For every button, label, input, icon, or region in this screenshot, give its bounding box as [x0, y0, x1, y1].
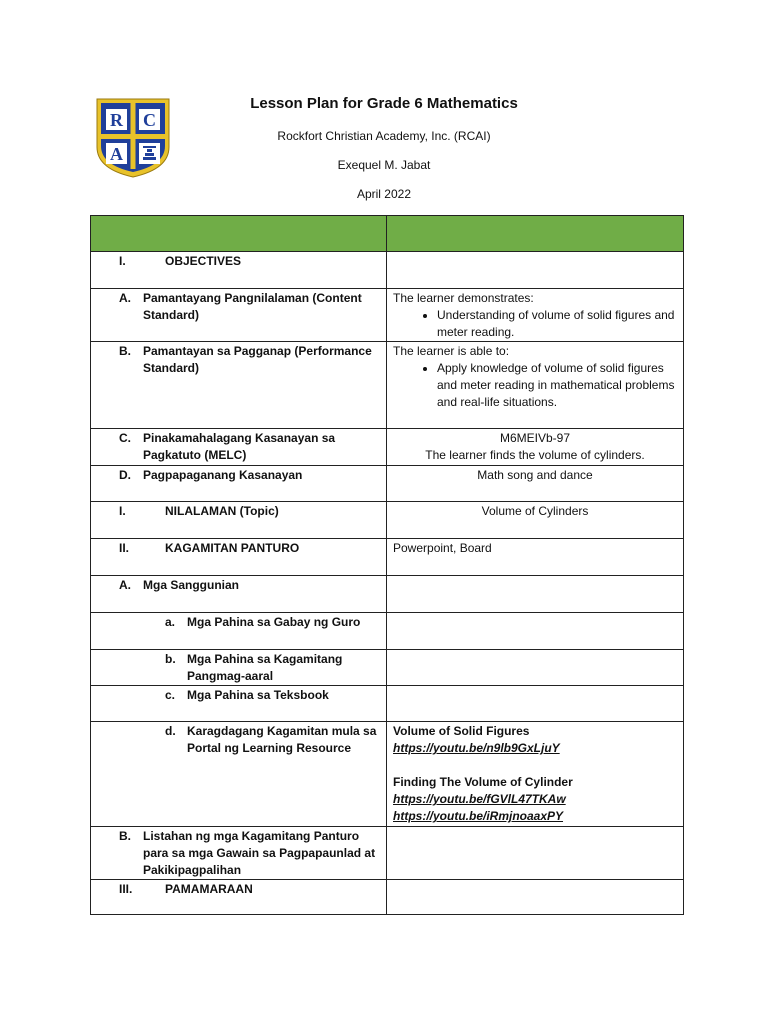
- table-row: [91, 429, 684, 466]
- row-marker: b.: [165, 652, 176, 666]
- table-row: [91, 539, 684, 576]
- logo-letter-a: A: [110, 144, 123, 164]
- cell-value: Math song and dance: [477, 468, 593, 482]
- bullet-list: [393, 307, 677, 341]
- lesson-date: April 2022: [356, 187, 412, 201]
- row-marker: a.: [165, 615, 176, 629]
- row-label: KAGAMITAN PANTURO: [165, 541, 300, 555]
- bullet-list: [393, 360, 677, 411]
- table-row: [91, 576, 684, 613]
- video-link[interactable]: https://youtu.be/iRmjnoaaxPY: [393, 809, 564, 823]
- row-label: NILALAMAN (Topic): [165, 504, 279, 518]
- row-label: Pamantayan sa Pagganap (Performance Standard): [143, 344, 372, 375]
- video-link[interactable]: https://youtu.be/n9lb9GxLjuY: [393, 741, 560, 755]
- bullet-item: • Understanding of volume of solid figures and meter reading.: [437, 307, 677, 341]
- table-row: [91, 722, 684, 827]
- logo-letter-c: C: [143, 110, 156, 130]
- lesson-plan-table: [90, 215, 684, 915]
- row-marker: II.: [119, 541, 130, 555]
- cell-intro: The learner is able to:: [393, 344, 510, 358]
- row-marker: B.: [119, 829, 131, 843]
- bullet-item: • Apply knowledge of volume of solid figures and meter reading in mathematical problems and real-life situations.: [437, 360, 677, 411]
- table-row: [91, 342, 684, 429]
- row-label: Karagdagang Kagamitan mula sa Portal ng Learning Resource: [187, 724, 377, 755]
- row-label: Pagpapaganang Kasanayan: [143, 468, 303, 482]
- table-row: [91, 827, 684, 880]
- row-marker: A.: [119, 578, 131, 592]
- table-row: [91, 289, 684, 342]
- cell-intro: The learner demonstrates:: [393, 291, 534, 305]
- row-marker: A.: [119, 291, 131, 305]
- row-marker: I.: [119, 254, 126, 268]
- header-cell-right: [387, 216, 684, 252]
- table-row: [91, 466, 684, 502]
- row-marker: III.: [119, 882, 133, 896]
- melc-text: The learner finds the volume of cylinders.: [425, 448, 645, 462]
- resource-heading: Volume of Solid Figures: [393, 724, 530, 738]
- row-marker: d.: [165, 724, 176, 738]
- row-label: Mga Pahina sa Kagamitang Pangmag-aaral: [187, 652, 343, 683]
- row-label: Listahan ng mga Kagamitang Panturo para sa mga Gawain sa Pagpapaunlad at Pakikipagpalihan: [143, 829, 376, 877]
- table-row: [91, 880, 684, 915]
- table-row: [91, 502, 684, 539]
- melc-code: M6MEIVb-97: [499, 431, 571, 445]
- row-label: Pinakamahalagang Kasanayan sa Pagkatuto (MELC): [143, 431, 336, 462]
- resource-heading: Finding The Volume of Cylinder: [393, 775, 573, 789]
- row-marker: B.: [119, 344, 131, 358]
- table-row: [91, 650, 684, 686]
- logo-letter-r: R: [110, 110, 123, 130]
- teacher-name: Exequel M. Jabat: [337, 158, 431, 172]
- table-header-row: [91, 216, 684, 252]
- row-label: Mga Pahina sa Gabay ng Guro: [187, 615, 361, 629]
- row-label: Pamantayang Pangnilalaman (Content Standard): [143, 291, 362, 322]
- row-label: OBJECTIVES: [165, 254, 242, 268]
- row-label: Mga Pahina sa Teksbook: [187, 688, 329, 702]
- table-row: [91, 252, 684, 289]
- row-marker: D.: [119, 468, 131, 482]
- row-marker: I.: [119, 504, 126, 518]
- cell-value: Volume of Cylinders: [481, 504, 589, 518]
- cell-value: Powerpoint, Board: [393, 541, 492, 555]
- row-marker: c.: [165, 688, 176, 702]
- page-title: Lesson Plan for Grade 6 Mathematics: [250, 95, 518, 112]
- row-label: PAMAMARAAN: [165, 882, 253, 896]
- header-cell-left: [91, 216, 387, 252]
- table-row: [91, 613, 684, 650]
- video-link[interactable]: https://youtu.be/fGVlL47TKAw: [393, 792, 566, 806]
- row-marker: C.: [119, 431, 131, 445]
- table-row: [91, 686, 684, 722]
- school-name: Rockfort Christian Academy, Inc. (RCAI): [277, 129, 491, 143]
- row-label: Mga Sanggunian: [143, 578, 239, 592]
